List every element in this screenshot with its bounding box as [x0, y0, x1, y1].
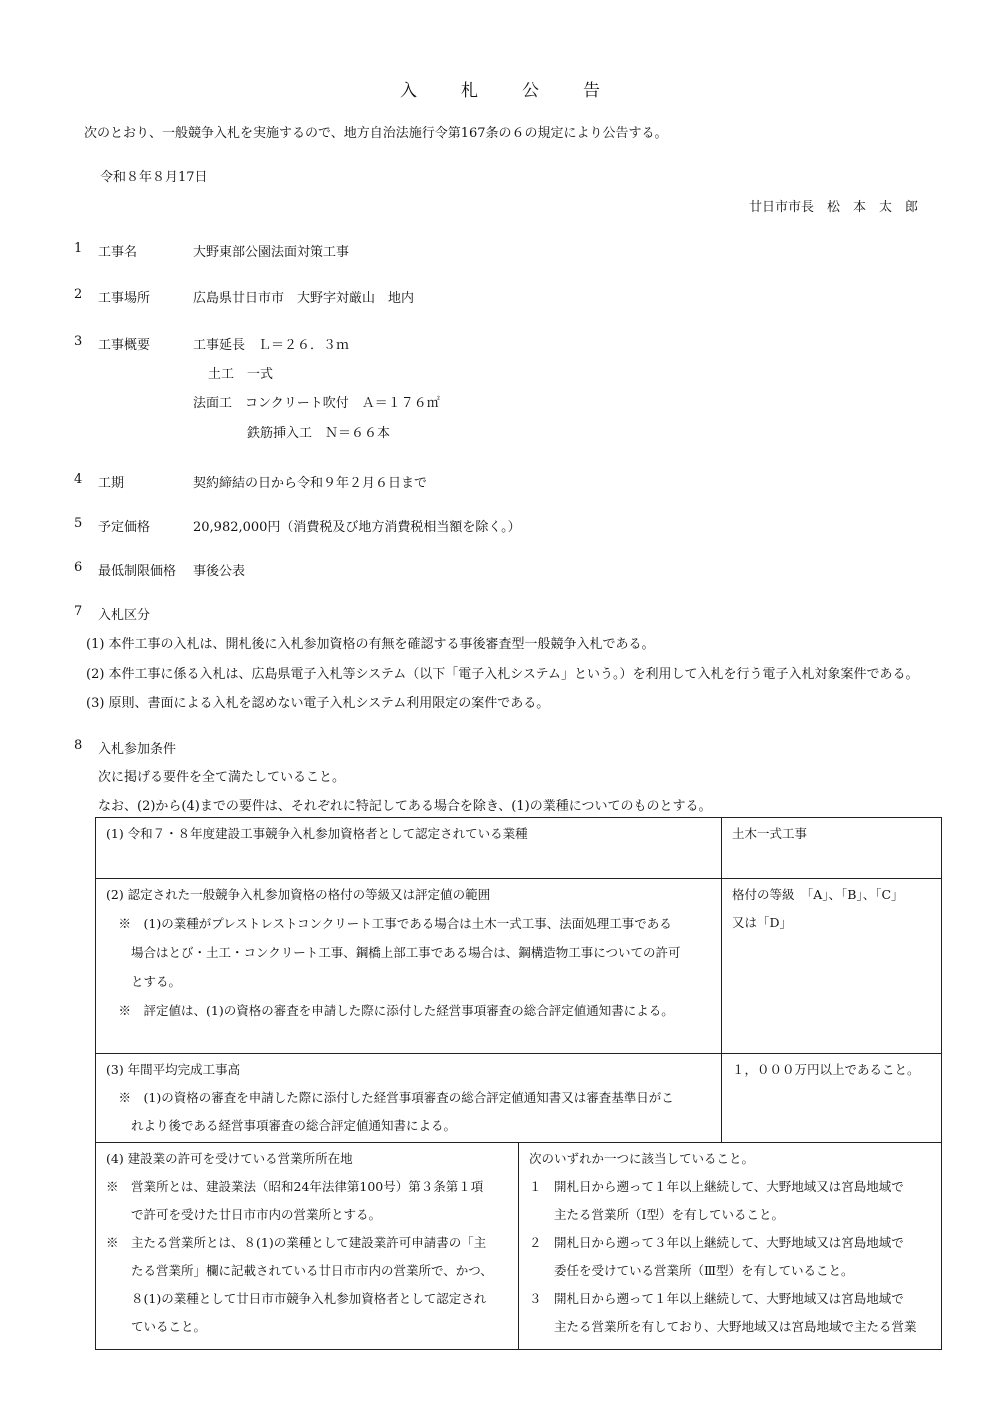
item-number: 4: [74, 472, 83, 487]
cell-line: ８(1)の業種として廿日市市競争入札参加資格者として認定され: [106, 1291, 487, 1306]
item-label: 入札参加条件: [98, 742, 177, 757]
item-number: 8: [74, 738, 83, 753]
bid-category-line: (2) 本件工事に係る入札は、広島県電子入札等システム（以下「電子入札システム」という。）を利用して入札を行う電子入札対象案件である。: [86, 667, 919, 682]
table-cell: [96, 1054, 722, 1143]
cell-line: ※ 主たる営業所とは、８(1)の業種として建設業許可申請書の「主: [106, 1235, 487, 1250]
table-cell: [96, 1143, 519, 1350]
cell-line: 場合はとび・土工・コンクリート工事、鋼橋上部工事である場合は、鋼構造物工事についての許可: [106, 945, 681, 960]
item-label: 最低制限価格: [98, 564, 177, 579]
table-cell: [722, 818, 942, 879]
cell-line: 又は「D」: [732, 915, 793, 930]
cell-line: ３ 開札日から遡って１年以上継続して、大野地域又は宮島地域で: [529, 1291, 904, 1306]
cell-line: ２ 開札日から遡って３年以上継続して、大野地域又は宮島地域で: [529, 1235, 904, 1250]
cell-line: １，０００万円以上であること。: [732, 1062, 920, 1077]
title-char: 札: [461, 81, 478, 101]
cell-line: れより後である経営事項審査の総合評定値通知書による。: [106, 1118, 457, 1133]
cell-line: (4) 建設業の許可を受けている営業所所在地: [106, 1151, 353, 1166]
table-cell: [722, 879, 942, 1054]
item-value: 20,982,000円（消費税及び地方消費税相当額を除く。）: [193, 520, 521, 535]
item-value: 事後公表: [193, 564, 246, 579]
item-value: 契約締結の日から令和９年２月６日まで: [193, 476, 428, 491]
item-label: 入札区分: [98, 608, 151, 623]
bid-category-line: (3) 原則、書面による入札を認めない電子入札システム利用限定の案件である。: [86, 696, 550, 711]
cell-line: (3) 年間平均完成工事高: [106, 1062, 241, 1077]
item-number: 7: [74, 604, 83, 619]
item-value: 大野東部公園法面対策工事: [193, 245, 350, 260]
condition-intro-line: 次に掲げる要件を全て満たしていること。: [98, 770, 346, 785]
item-value: 広島県廿日市市 大野字対厳山 地内: [193, 291, 415, 306]
item-label: 工期: [98, 476, 125, 491]
work-outline-line: 鉄筋挿入工 Ｎ＝６６本: [247, 426, 391, 441]
page-title: [0, 76, 1000, 101]
work-outline-line: 土工 一式: [208, 367, 274, 382]
condition-intro-line: なお、(2)から(4)までの要件は、それぞれに特記してある場合を除き、(1)の業種についてのものとする。: [98, 799, 712, 814]
cell-line: (1) 令和７・８年度建設工事競争入札参加資格者として認定されている業種: [106, 826, 528, 841]
cell-line: で許可を受けた廿日市市内の営業所とする。: [106, 1207, 382, 1222]
cell-line: １ 開札日から遡って１年以上継続して、大野地域又は宮島地域で: [529, 1179, 904, 1194]
table-row: [96, 1054, 942, 1143]
cell-line: ※ 評定値は、(1)の資格の審査を申請した際に添付した経営事項審査の総合評定値通知書による。: [106, 1003, 674, 1018]
cell-line: 委任を受けている営業所（Ⅲ型）を有していること。: [529, 1263, 854, 1278]
cell-line: ていること。: [106, 1319, 207, 1334]
work-outline-line: 工事延長 Ｌ＝２６．３ｍ: [193, 338, 350, 353]
item-number: 2: [74, 287, 83, 302]
title-char: 公: [522, 81, 539, 101]
item-label: 工事名: [98, 245, 138, 260]
conditions-table: [95, 817, 942, 1350]
bid-category-line: (1) 本件工事の入札は、開札後に入札参加資格の有無を確認する事後審査型一般競争入札である。: [86, 637, 655, 652]
item-label: 工事概要: [98, 338, 151, 353]
item-number: 6: [74, 560, 83, 575]
cell-line: ※ (1)の業種がプレストレストコンクリート工事である場合は土木一式工事、法面処理工事である: [106, 916, 672, 931]
intro-text: 次のとおり、一般競争入札を実施するので、地方自治法施行令第167条の６の規定により公告する。: [84, 126, 668, 141]
item-number: 3: [74, 334, 83, 349]
title-char: 入: [400, 81, 417, 101]
table-row: [96, 879, 942, 1054]
item-number: 1: [74, 241, 83, 256]
cell-line: 次のいずれか一つに該当していること。: [529, 1151, 755, 1166]
table-row: [96, 818, 942, 879]
item-label: 工事場所: [98, 291, 151, 306]
cell-line: 格付の等級 「A」、「B」、「C」: [732, 887, 904, 902]
table-cell: [722, 1054, 942, 1143]
table-cell: [96, 818, 722, 879]
cell-line: ※ 営業所とは、建設業法（昭和24年法律第100号）第３条第１項: [106, 1179, 484, 1194]
table-row: [96, 1143, 942, 1350]
notice-date: 令和８年８月17日: [100, 170, 208, 185]
table-cell: [519, 1143, 942, 1350]
item-number: 5: [74, 516, 83, 531]
title-char: 告: [583, 81, 600, 101]
cell-line: 主たる営業所を有しており、大野地域又は宮島地域で主たる営業: [529, 1319, 917, 1334]
table-cell: [96, 879, 722, 1054]
cell-line: 土木一式工事: [732, 826, 808, 841]
mayor-signature: 廿日市市長 松 本 太 郎: [748, 200, 918, 215]
cell-line: ※ (1)の資格の審査を申請した際に添付した経営事項審査の総合評定値通知書又は審査基準日がこ: [106, 1090, 674, 1105]
cell-line: たる営業所」欄に記載されている廿日市市内の営業所で、かつ、: [106, 1263, 493, 1278]
cell-line: 主たる営業所（Ⅰ型）を有していること。: [529, 1207, 784, 1222]
work-outline-line: 法面工 コンクリート吹付 Ａ＝１７６㎡: [193, 396, 440, 411]
item-label: 予定価格: [98, 520, 151, 535]
cell-line: (2) 認定された一般競争入札参加資格の格付の等級又は評定値の範囲: [106, 887, 491, 902]
cell-line: とする。: [106, 974, 182, 989]
